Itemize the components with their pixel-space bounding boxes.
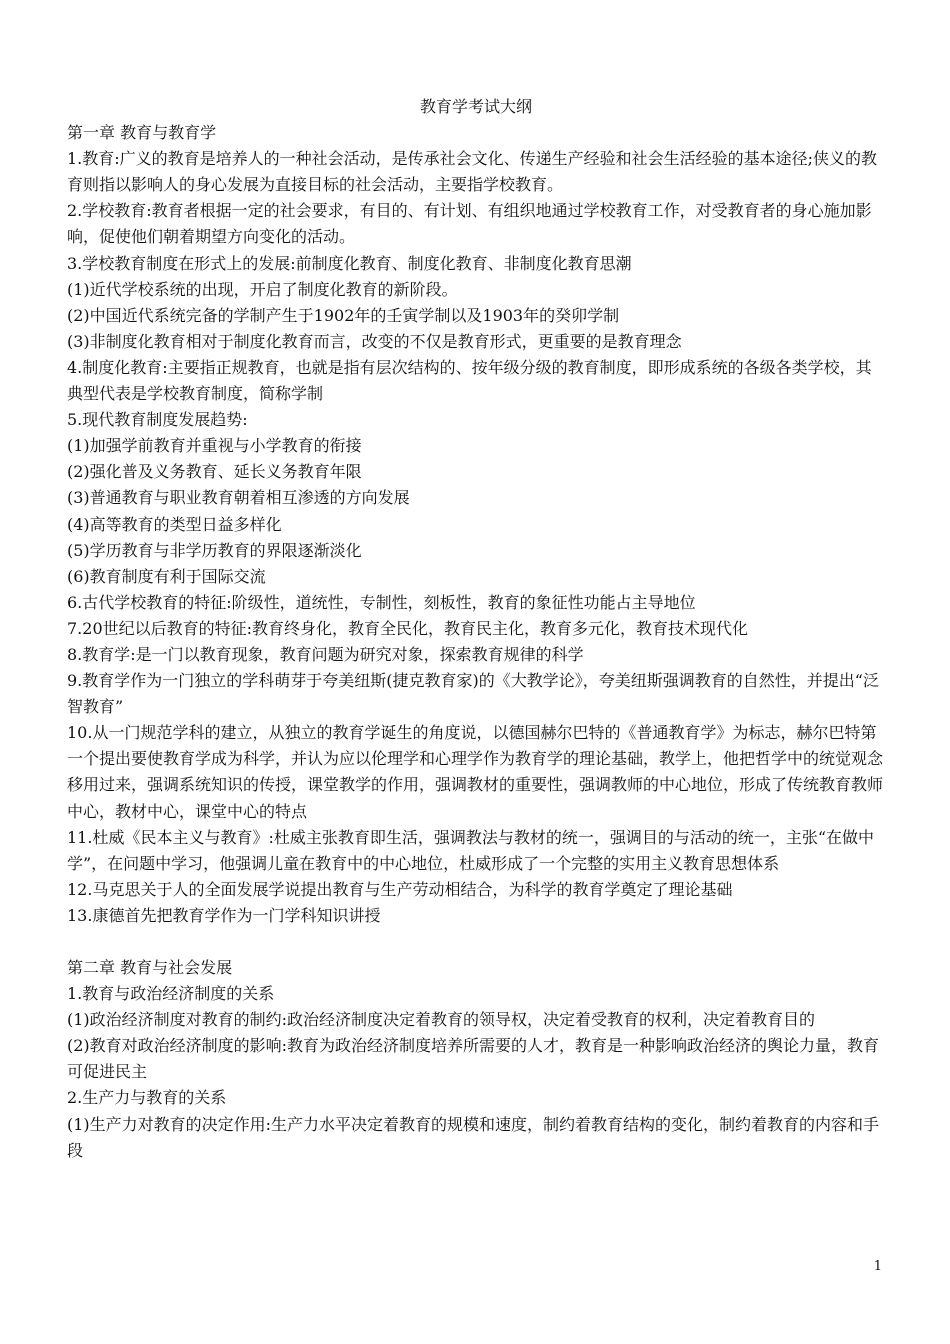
paragraph: 1.教育:广义的教育是培养人的一种社会活动，是传承社会文化、传递生产经验和社会生活经验的基本途径;侠义的教育则指以影响人的身心发展为直接目标的社会活动，主要指学校教育。 [67,149,878,195]
paragraph: (3)普通教育与职业教育朝着相互渗透的方向发展 [67,488,410,508]
paragraph: 2.生产力与教育的关系 [67,1088,227,1108]
paragraph: 6.古代学校教育的特征:阶级性，道统性，专制性，刻板性，教育的象征性功能占主导地位 [67,592,696,612]
paragraph: 3.学校教育制度在形式上的发展:前制度化教育、制度化教育、非制度化教育思潮 [67,253,632,273]
paragraph: 7.20世纪以后教育的特征:教育终身化，教育全民化，教育民主化，教育多元化，教育技术现代化 [67,618,749,638]
paragraph: 4.制度化教育:主要指正规教育，也就是指有层次结构的、按年级分级的教育制度，即形成系统的各级各类学校，其典型代表是学校教育制度，简称学制 [67,357,872,404]
paragraph: (3)非制度化教育相对于制度化教育而言，改变的不仅是教育形式，更重要的是教育理念 [67,331,682,351]
section-spacer [67,929,885,955]
paragraph: (1)政治经济制度对教育的制约:政治经济制度决定着教育的领导权，决定着受教育的权利，决定着教育目的 [67,1010,816,1030]
page-number: 1 [873,1259,882,1274]
paragraph: (2)强化普及义务教育、延长义务教育年限 [67,462,362,482]
paragraph: (5)学历教育与非学历教育的界限逐渐淡化 [67,540,362,560]
paragraph: 12.马克思关于人的全面发展学说提出教育与生产劳动相结合，为科学的教育学奠定了理论基础 [67,879,733,899]
document-title: 教育学考试大纲 [419,97,532,116]
paragraph: 1.教育与政治经济制度的关系 [67,984,275,1004]
paragraph: (6)教育制度有利于国际交流 [67,566,266,586]
paragraph: 2.学校教育:教育者根据一定的社会要求，有目的、有计划、有组织地通过学校教育工作，对受教育者的身心施加影响，促使他们朝着期望方向变化的活动。 [67,201,872,247]
paragraph: 5.现代教育制度发展趋势: [67,410,248,430]
paragraph: (1)近代学校系统的出现，开启了制度化教育的新阶段。 [67,279,458,299]
paragraph: 10.从一门规范学科的建立，从独立的教育学诞生的角度说，以德国赫尔巴特的《普通教育学》为标志，赫尔巴特第一个提出要使教育学成为科学，并认为应以伦理学和心理学作为教育学的理论基础，教学上，他把哲学中的统觉观念移用过来，强调系统知识的传授，课堂教学的作用，强调教材的重要性，强调教师的中心地位，形成了传统教育教师中心，教材中心，课堂中心的特点 [67,723,884,821]
paragraph: 8.教育学:是一门以教育现象，教育问题为研究对象，探索教育规律的科学 [67,644,584,664]
chapter-2-section [67,955,885,1164]
paragraph: (4)高等教育的类型日益多样化 [67,514,282,534]
paragraph: 11.杜威《民本主义与教育》:杜威主张教育即生活，强调教法与教材的统一，强调目的与活动的统一，主张“在做中学”，在问题中学习，他强调儿童在教育中的中心地位，杜威形成了一个完整的实用主义教育思想体系 [67,827,875,873]
paragraph: (2)中国近代系统完备的学制产生于1902年的壬寅学制以及1903年的癸卯学制 [67,305,620,325]
paragraph: (1)生产力对教育的决定作用:生产力水平决定着教育的规模和速度，制约着教育结构的变化，制约着教育的内容和手段 [67,1114,880,1160]
chapter-1-heading: 第一章 教育与教育学 [67,123,217,143]
chapter-1-section [67,120,885,929]
paragraph: (1)加强学前教育并重视与小学教育的衔接 [67,436,362,456]
paragraph: (2)教育对政治经济制度的影响:教育为政治经济制度培养所需要的人才，教育是一种影响政治经济的舆论力量，教育可促进民主 [67,1036,880,1082]
chapter-2-heading: 第二章 教育与社会发展 [67,958,233,977]
paragraph: 9.教育学作为一门独立的学科萌芽于夸美纽斯(捷克教育家)的《大教学论》，夸美纽斯强调教育的自然性，并提出“泛智教育” [67,671,879,717]
document-page [67,94,885,1164]
paragraph: 13.康德首先把教育学作为一门学科知识讲授 [67,905,381,925]
